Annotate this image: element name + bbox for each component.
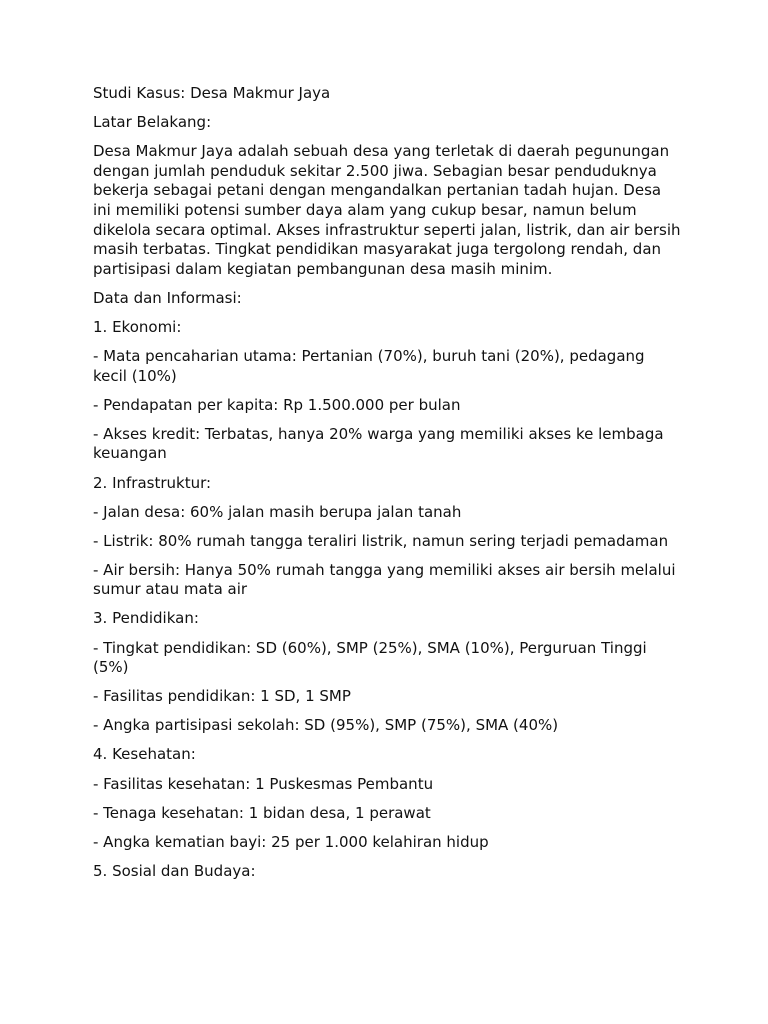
list-item: - Fasilitas pendidikan: 1 SD, 1 SMP: [93, 687, 351, 706]
document-page: [93, 84, 683, 891]
section-heading-pendidikan: 3. Pendidikan:: [93, 609, 199, 628]
list-item: - Tingkat pendidikan: SD (60%), SMP (25%), SMA (10%), Perguruan Tinggi (5%): [93, 638, 647, 677]
list-item: - Pendapatan per kapita: Rp 1.500.000 per bulan: [93, 395, 461, 414]
list-item: - Fasilitas kesehatan: 1 Puskesmas Pembantu: [93, 774, 434, 793]
document-title: Studi Kasus: Desa Makmur Jaya: [93, 84, 331, 102]
list-item: - Listrik: 80% rumah tangga teraliri listrik, namun sering terjadi pemadaman: [93, 531, 669, 550]
section-heading-ekonomi: 1. Ekonomi:: [93, 317, 182, 336]
section-heading-sosial-budaya: 5. Sosial dan Budaya:: [93, 861, 256, 880]
data-heading: Data dan Informasi:: [93, 288, 242, 307]
section-heading-infrastruktur: 2. Infrastruktur:: [93, 473, 212, 492]
list-item: - Angka partisipasi sekolah: SD (95%), SMP (75%), SMA (40%): [93, 716, 559, 735]
list-item: - Angka kematian bayi: 25 per 1.000 kelahiran hidup: [93, 832, 489, 851]
section-heading-kesehatan: 4. Kesehatan:: [93, 745, 196, 764]
background-heading: Latar Belakang:: [93, 113, 212, 132]
list-item: - Akses kredit: Terbatas, hanya 20% warga yang memiliki akses ke lembaga keuangan: [93, 424, 664, 463]
list-item: - Air bersih: Hanya 50% rumah tangga yang memiliki akses air bersih melalui sumur atau mata air: [93, 560, 676, 599]
list-item: - Jalan desa: 60% jalan masih berupa jalan tanah: [93, 502, 462, 521]
list-item: - Mata pencaharian utama: Pertanian (70%), buruh tani (20%), pedagang kecil (10%): [93, 347, 645, 385]
background-paragraph: Desa Makmur Jaya adalah sebuah desa yang terletak di daerah pegunungan dengan jumlah penduduk sekitar 2.500 jiwa. Sebagian besar penduduknya bekerja sebagai petani dengan mengandalkan pertanian tadah hujan. Desa ini memiliki potensi sumber daya alam yang cukup besar, namun belum dikelola secara optimal. Akses infrastruktur seperti jalan, listrik, dan air bersih masih terbatas. Tingkat pendidikan masyarakat juga tergolong rendah, dan partisipasi dalam kegiatan pembangunan desa masih minim.: [93, 142, 681, 278]
list-item: - Tenaga kesehatan: 1 bidan desa, 1 perawat: [93, 803, 431, 822]
